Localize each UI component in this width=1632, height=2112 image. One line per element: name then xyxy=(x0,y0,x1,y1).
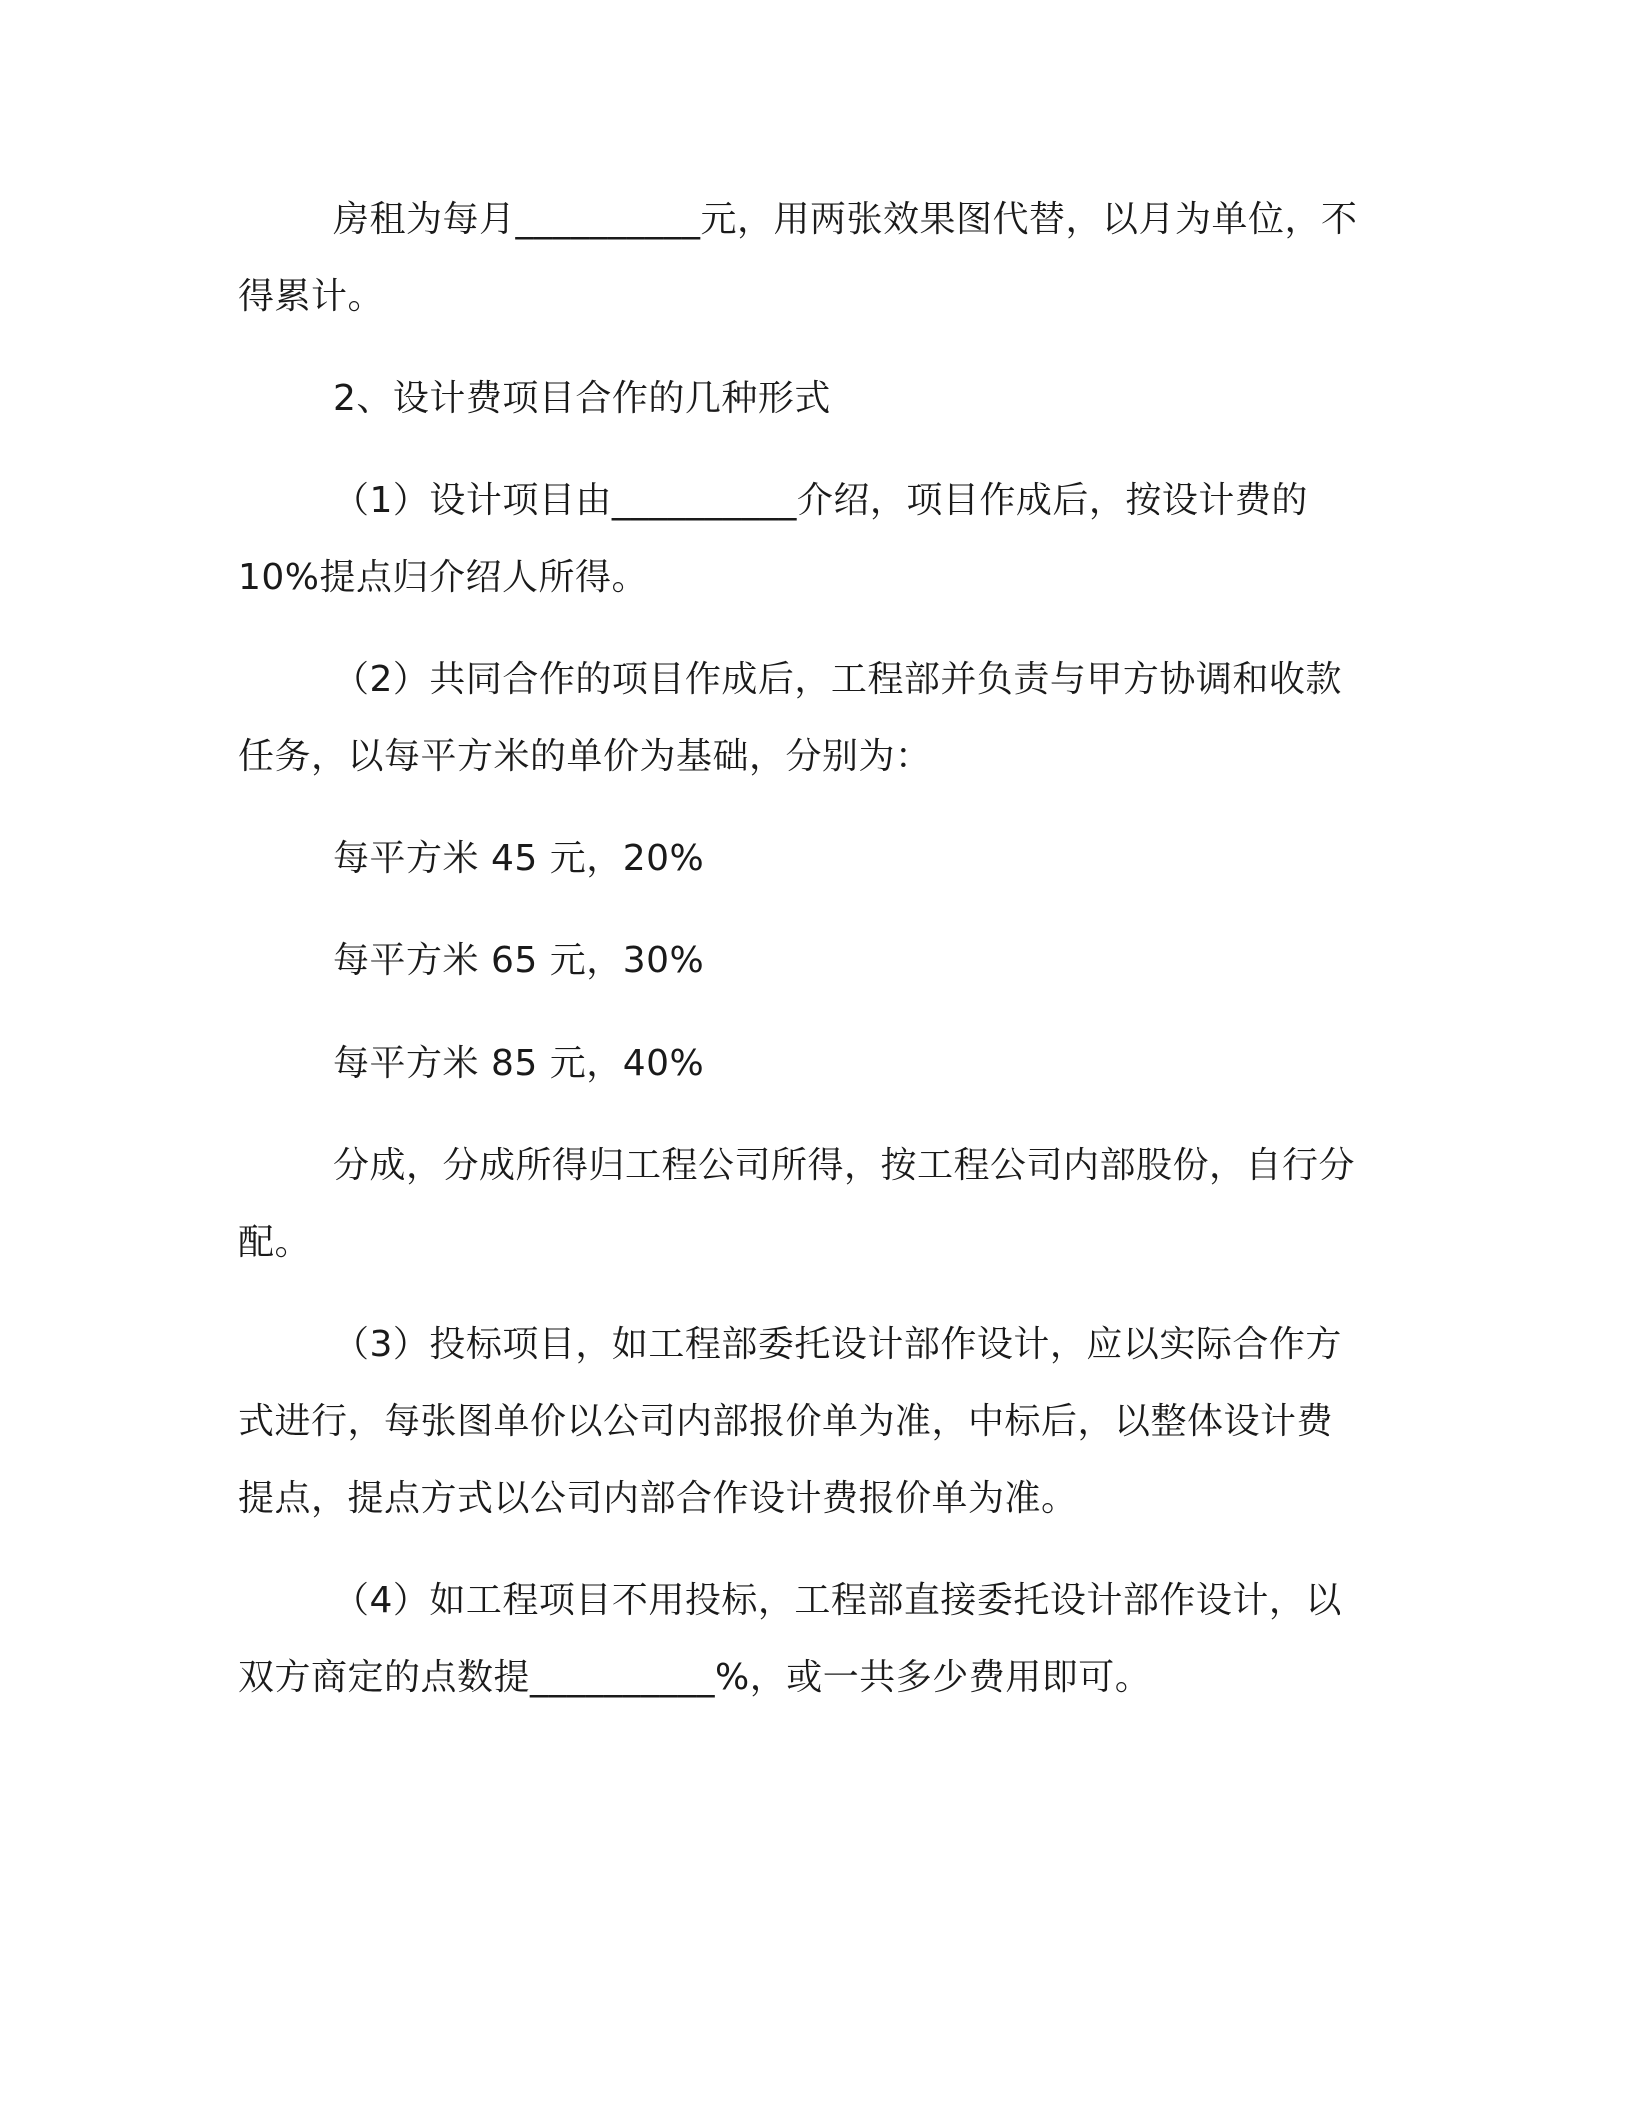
item2-line-1: （2）共同合作的项目作成后，工程部并负责与甲方协调和收款 xyxy=(333,659,1342,700)
item4-line-1: （4）如工程项目不用投标，工程部直接委托设计部作设计，以 xyxy=(333,1580,1342,1621)
item1-line-2: 10%提点归介绍人所得。 xyxy=(238,557,649,598)
item3-line-2: 式进行，每张图单价以公司内部报价单为准，中标后，以整体设计费 xyxy=(238,1401,1334,1442)
section-title: 2、设计费项目合作的几种形式 xyxy=(333,378,831,419)
rent-line-2: 得累计。 xyxy=(238,276,385,317)
split-line-2: 配。 xyxy=(238,1222,312,1263)
item3-line-3: 提点，提点方式以公司内部合作设计费报价单为准。 xyxy=(238,1478,1078,1519)
rate-line-85: 每平方米 85 元，40% xyxy=(333,1043,705,1084)
split-line-1: 分成，分成所得归工程公司所得，按工程公司内部股份，自行分 xyxy=(333,1145,1356,1186)
item2-line-2: 任务，以每平方米的单价为基础，分别为： xyxy=(238,736,932,777)
item1-line-1: （1）设计项目由__________介绍，项目作成后，按设计费的 xyxy=(333,480,1308,521)
item4-line-2: 双方商定的点数提__________%，或一共多少费用即可。 xyxy=(238,1657,1152,1698)
rate-line-45: 每平方米 45 元，20% xyxy=(333,838,705,879)
rate-line-65: 每平方米 65 元，30% xyxy=(333,940,705,981)
rent-line-1: 房租为每月__________元，用两张效果图代替，以月为单位，不 xyxy=(333,199,1358,240)
item3-line-1: （3）投标项目，如工程部委托设计部作设计，应以实际合作方 xyxy=(333,1324,1342,1365)
